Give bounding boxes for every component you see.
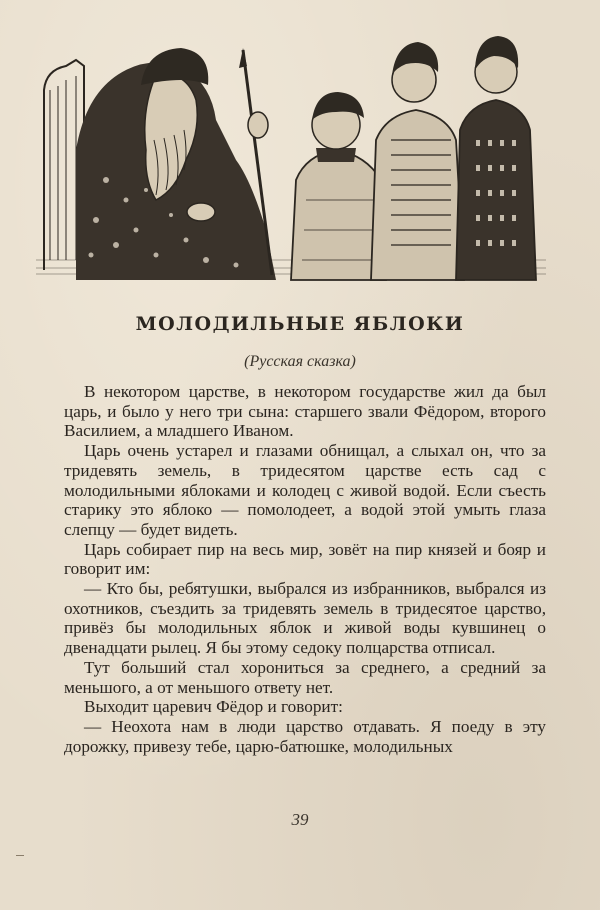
paragraph: Тут больший стал хорониться за среднего, а средний за меньшого, а от меньшого ответу нет. [64,657,546,697]
margin-mark [16,855,24,856]
paragraph: В некотором царстве, в некотором государстве жил да был царь, и было у него три сына: старшего звали Фёдором, второго Василием, а младшего Иваном. [64,382,546,441]
paragraph: Царь очень устарел и глазами обнищал, а слыхал он, что за тридевять земель, в тридесятом царстве есть сад с молодильными яблоками и колодец с живой водой. Если съесть старику это яблоко — помолодеет, а водой этой умыть глаза слепцу — будет видеть. [64,441,546,539]
paragraph: Выходит царевич Фёдор и говорит: [84,697,343,717]
paragraph: — Неохота нам в люди царство отдавать. Я поеду в эту дорожку, привезу тебе, царю-батюшке, молодильных [64,716,546,756]
paragraph: — Кто бы, ребятушки, выбрался из избранников, выбрался из охотников, съездить за тридевять земель в тридесятое царство, привёз бы молодильных яблок и живой воды кувшинец о двенадцати рылец. Я бы этому седоку полцарства отписал. [64,579,546,658]
paragraph: Царь собирает пир на весь мир, зовёт на пир князей и бояр и говорит им: [64,539,546,579]
son-eldest [456,36,536,280]
story-text [64,382,546,756]
page-number: 39 [291,810,309,829]
son-middle [371,42,464,280]
story-title: МОЛОДИЛЬНЫЕ ЯБЛОКИ [135,313,465,335]
story-subtitle: (Русская сказка) [244,353,356,370]
illustration-tsar-and-sons [36,30,546,282]
